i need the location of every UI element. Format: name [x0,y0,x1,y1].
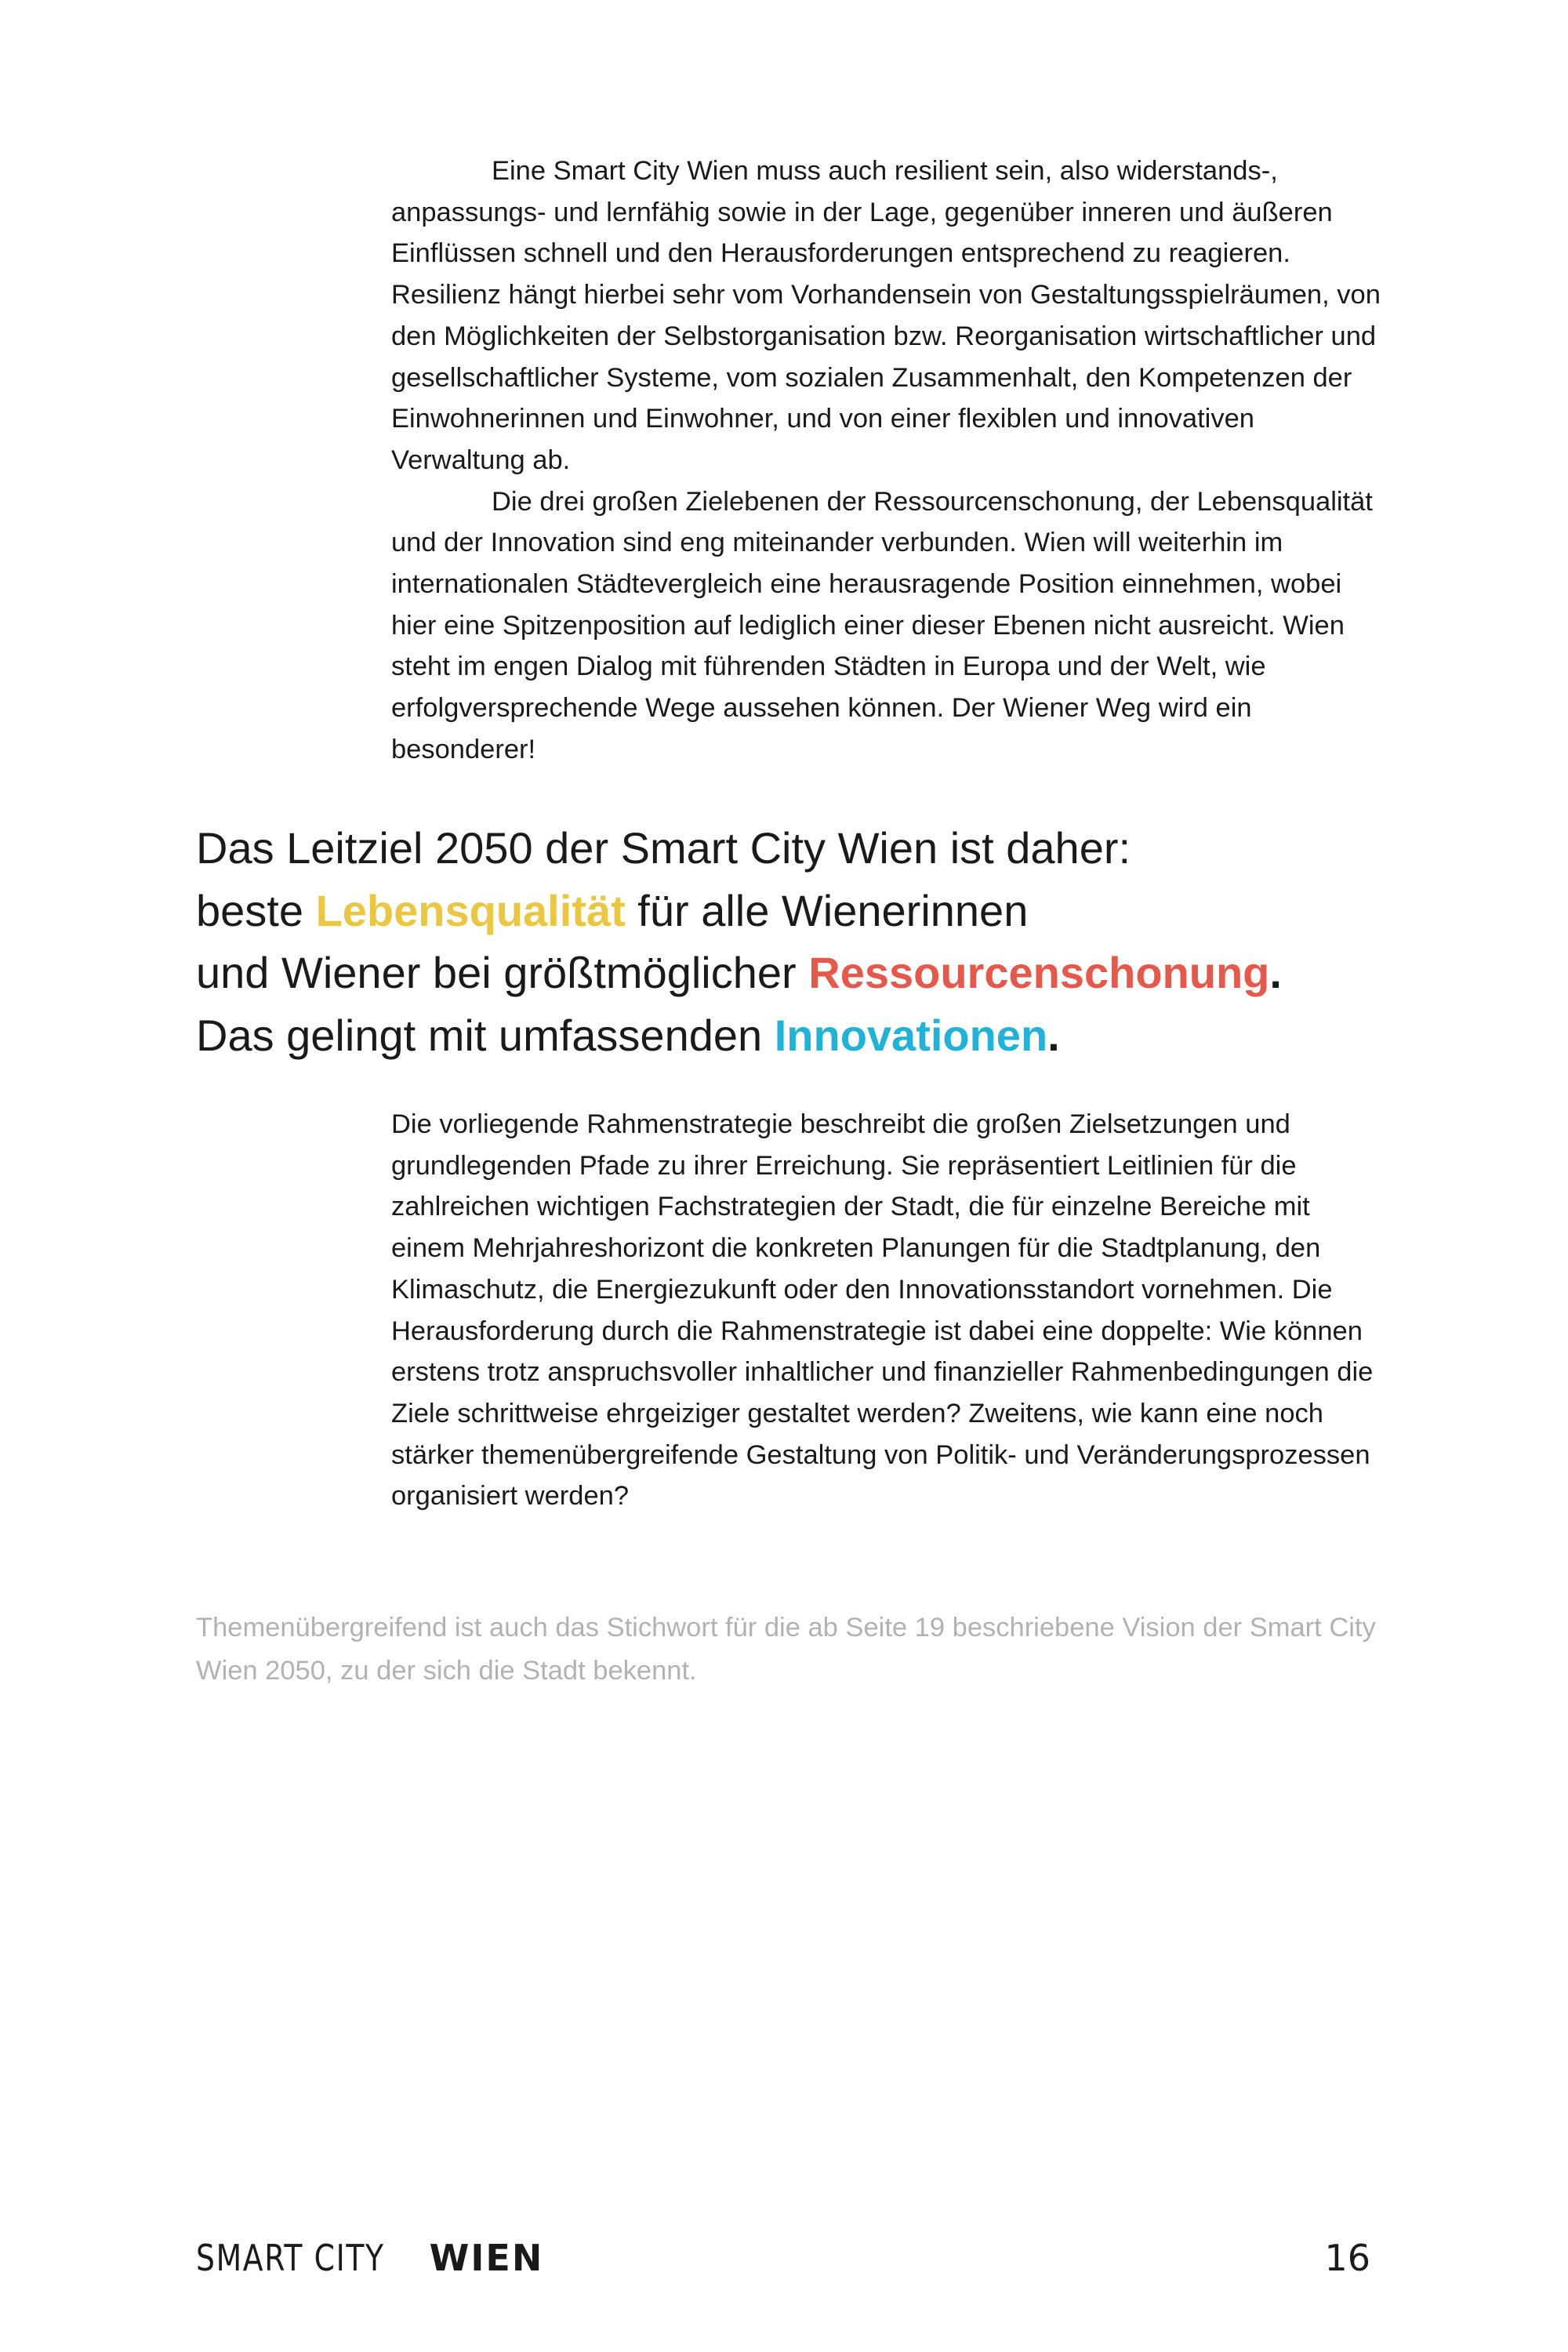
headline-line-1: Das Leitziel 2050 der Smart City Wien ist daher: [196,823,1131,873]
headline-period: . [1269,948,1282,998]
intro-text-block [391,151,1387,771]
headline-line-4 [196,1004,1450,1067]
headline-text: beste [196,885,316,935]
strategy-text-block [391,1104,1387,1517]
intro-paragraph-goals: Die drei großen Zielebenen der Ressourcenschonung, der Lebensqualität und der Innovation sind eng miteinander verbunden. Wien will weiterhin im internationalen Städtevergleich eine herausragende Position einnehmen, wobei hier eine Spitzenposition auf lediglich einer dieser Ebenen nicht ausreicht. Wien steht im engen Dialog mit führenden Städten in Europa und der Welt, wie erfolgversprechende Wege aussehen können. Der Wiener Weg wird ein besonderer! [391,486,1373,764]
page-number: 16 [1324,2237,1370,2279]
leitziel-headline [196,817,1450,1066]
brand-wien: WIEN [429,2237,544,2279]
headline-line-2 [196,880,1450,942]
intro-paragraph-resilience: Eine Smart City Wien muss auch resilient sein, also widerstands-, anpassungs- und lernfähig sowie in der Lage, gegenüber inneren und äußeren Einflüssen schnell und den Herausforderungen entsprechend zu reagieren. Resilienz hängt hierbei sehr vom Vorhandensein von Gestaltungsspielräumen, von den Möglichkeiten der Selbstorganisation bzw. Reorganisation wirtschaftlicher und gesellschaftlicher Systeme, vom sozialen Zusammenhalt, den Kompetenzen der Einwohnerinnen und Einwohner, und von einer flexiblen und innovativen Verwaltung ab. [391,156,1381,475]
brand-smart-city: SMART CITY [196,2237,385,2279]
headline-text: für alle Wienerinnen [625,885,1029,935]
highlight-ressourcenschonung: Ressourcenschonung [808,948,1270,998]
strategy-paragraph: Die vorliegende Rahmenstrategie beschreibt die großen Zielsetzungen und grundlegenden Pfade zu ihrer Erreichung. Sie repräsentiert Leitlinien für die zahlreichen wichtigen Fachstrategien der Stadt, die für einzelne Bereiche mit einem Mehrjahreshorizont die konkreten Planungen für die Stadtplanung, den Klimaschutz, die Energiezukunft oder den Innovationsstandort vornehmen. Die Herausforderung durch die Rahmenstrategie ist dabei eine doppelte: Wie können erstens trotz anspruchsvoller inhaltlicher und finanzieller Rahmenbedingungen die Ziele schrittweise ehrgeiziger gestaltet werden? Zweitens, wie kann eine noch stärker themenübergreifende Gestaltung von Politik- und Veränderungsprozessen organisiert werden? [391,1109,1374,1512]
headline-period: . [1047,1010,1060,1060]
footer-brand-logo [196,2234,543,2281]
vision-note: Themenübergreifend ist auch das Stichwort für die ab Seite 19 beschriebene Vision der Smart City Wien 2050, zu der sich die Stadt bekennt. [196,1613,1376,1686]
highlight-innovationen: Innovationen [774,1010,1048,1060]
headline-text: und Wiener bei größtmöglicher [196,948,809,998]
highlight-lebensqualitaet: Lebensqualität [315,885,626,935]
headline-line-3 [196,942,1450,1004]
headline-text: Das gelingt mit umfassenden [196,1010,775,1060]
